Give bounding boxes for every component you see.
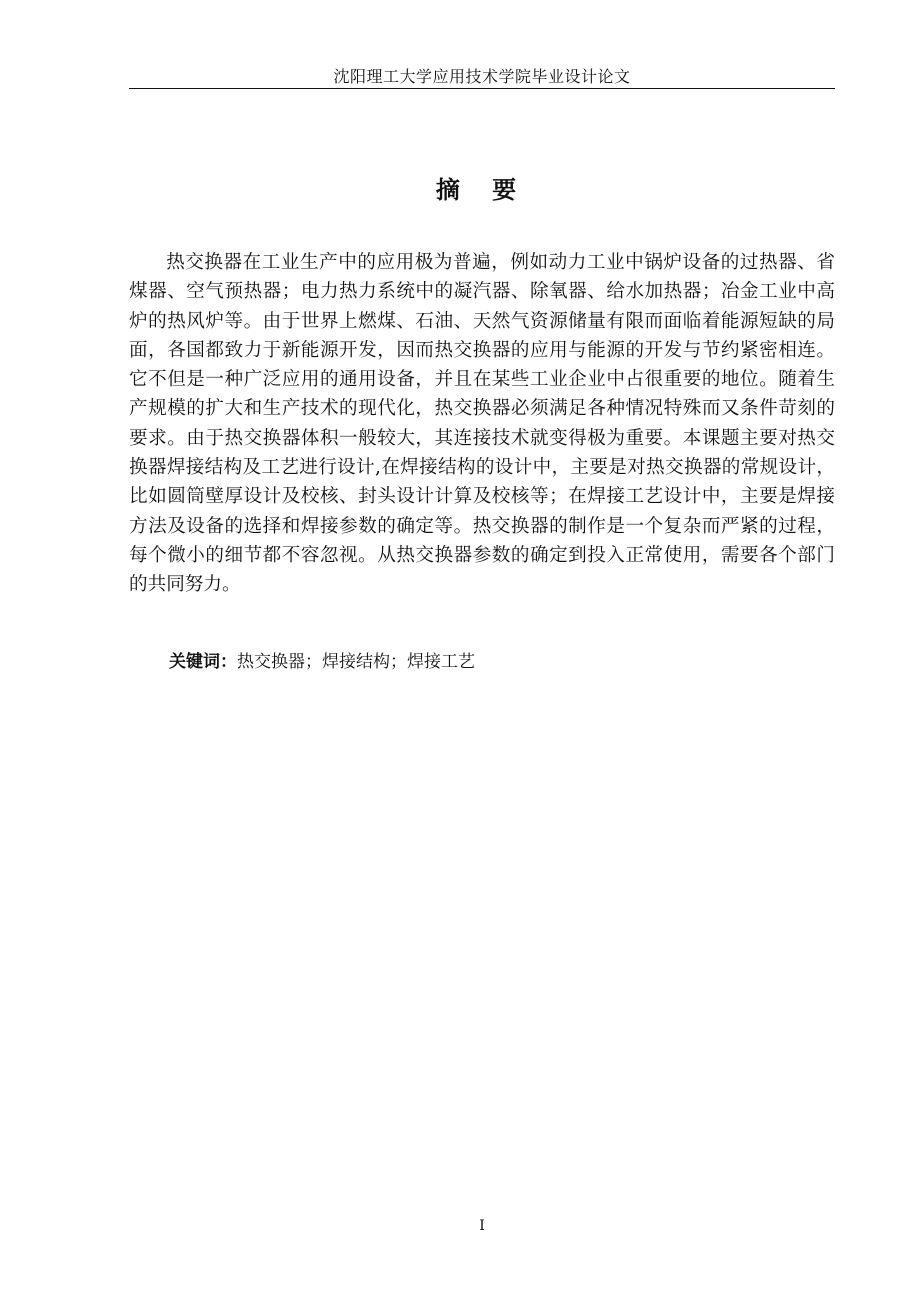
running-header: 沈阳理工大学应用技术学院毕业设计论文	[333, 67, 631, 86]
keywords-line	[169, 650, 475, 674]
abstract-title: 摘 要	[435, 176, 529, 204]
keywords-text: 热交换器；焊接结构；焊接工艺	[237, 652, 475, 672]
page-number: I	[479, 1218, 485, 1234]
abstract-body: 热交换器在工业生产中的应用极为普遍，例如动力工业中锅炉设备的过热器、省煤器、空气预热器；电力热力系统中的凝汽器、除氧器、给水加热器；冶金工业中高炉的热风炉等。由于世界上燃煤、石油、天然气资源储量有限而面临着能源短缺的局面，各国都致力于新能源开发，因而热交换器的应用与能源的开发与节约紧密相连。它不但是一种广泛应用的通用设备，并且在某些工业企业中占很重要的地位。随着生产规模的扩大和生产技术的现代化，热交换器必须满足各种情况特殊而又条件苛刻的要求。由于热交换器体积一般较大，其连接技术就变得极为重要。本课题主要对热交换器焊接结构及工艺进行设计,在焊接结构的设计中，主要是对热交换器的常规设计，比如圆筒壁厚设计及校核、封头设计计算及校核等；在焊接工艺设计中，主要是焊接方法及设备的选择和焊接参数的确定等。热交换器的制作是一个复杂而严紧的过程，每个微小的细节都不容忽视。从热交换器参数的确定到投入正常使用，需要各个部门的共同努力。	[129, 252, 835, 596]
header-rule	[129, 88, 835, 89]
keywords-label: 关键词：	[169, 652, 237, 672]
